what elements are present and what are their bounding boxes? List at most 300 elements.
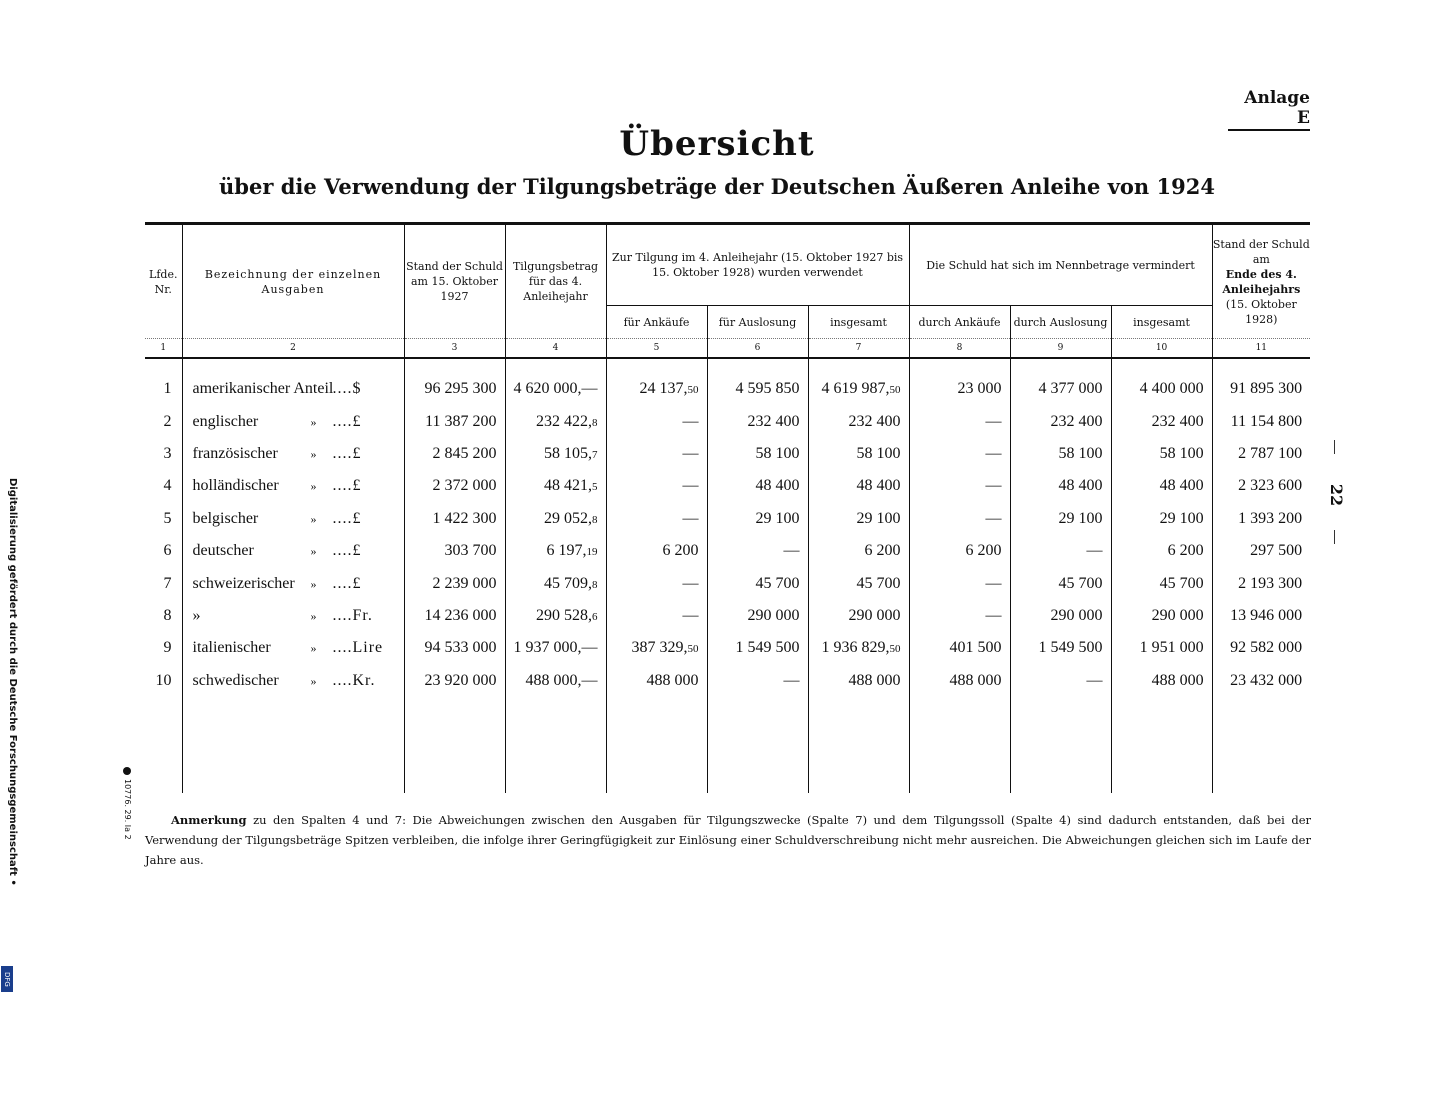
cell-durch-ankaeufe bbox=[909, 567, 1010, 599]
value: 29 052, bbox=[544, 509, 592, 527]
cell-ankaeufe bbox=[606, 405, 707, 437]
cell-nr bbox=[145, 567, 182, 599]
value: 488 000,— bbox=[525, 671, 598, 689]
value: 1 936 829, bbox=[821, 639, 890, 657]
currency-label: ....£ bbox=[332, 574, 362, 592]
digitization-credit: Digitalisierung gefördert durch die Deutsche Forschungsgemeinschaft • bbox=[7, 478, 18, 886]
value: 6 200 bbox=[864, 542, 901, 560]
cell-stand-1927 bbox=[404, 405, 505, 437]
cell-description bbox=[182, 358, 404, 405]
cell-insgesamt-2 bbox=[1111, 632, 1212, 664]
value: — bbox=[1086, 671, 1103, 689]
ditto-mark: » bbox=[310, 641, 317, 656]
cell-insgesamt-2 bbox=[1111, 470, 1212, 502]
row-number: 3 bbox=[163, 444, 172, 462]
table-row bbox=[145, 665, 1310, 697]
fraction: 6 bbox=[592, 610, 598, 623]
value: 1 549 500 bbox=[1038, 639, 1103, 657]
value: — bbox=[783, 542, 800, 560]
cell-durch-auslosung bbox=[1010, 632, 1111, 664]
cell-nr bbox=[145, 358, 182, 405]
cell-auslosung bbox=[707, 567, 808, 599]
cell-durch-ankaeufe bbox=[909, 470, 1010, 502]
cell-ankaeufe bbox=[606, 567, 707, 599]
value: 387 329, bbox=[631, 639, 688, 657]
cell-durch-auslosung bbox=[1010, 665, 1111, 697]
page-title: Übersicht bbox=[619, 124, 815, 164]
cell-ankaeufe bbox=[606, 665, 707, 697]
cell-description bbox=[182, 600, 404, 632]
ditto-mark: » bbox=[310, 544, 317, 559]
issue-name: deutscher bbox=[192, 542, 254, 560]
value: 290 528, bbox=[536, 606, 592, 624]
cell-durch-ankaeufe bbox=[909, 535, 1010, 567]
value: 290 000 bbox=[747, 606, 800, 624]
cell-description bbox=[182, 632, 404, 664]
cell-auslosung bbox=[707, 470, 808, 502]
cell-stand-1928 bbox=[1212, 567, 1310, 599]
fraction: 8 bbox=[592, 513, 598, 526]
value: 45 700 bbox=[856, 574, 901, 592]
value: 13 946 000 bbox=[1230, 606, 1303, 624]
cell-nr bbox=[145, 535, 182, 567]
cell-tilgungsbetrag bbox=[505, 665, 606, 697]
value: 1 937 000,— bbox=[513, 639, 598, 657]
cell-nr bbox=[145, 470, 182, 502]
table-row bbox=[145, 567, 1310, 599]
cell-nr bbox=[145, 600, 182, 632]
value: 24 137, bbox=[639, 380, 688, 398]
cell-nr bbox=[145, 438, 182, 470]
fraction: 50 bbox=[889, 643, 901, 656]
value: — bbox=[682, 444, 699, 462]
cell-stand-1928 bbox=[1212, 632, 1310, 664]
value: 2 193 300 bbox=[1238, 574, 1303, 592]
value: — bbox=[783, 671, 800, 689]
cell-ankaeufe bbox=[606, 438, 707, 470]
ditto-mark: » bbox=[310, 673, 317, 688]
cell-tilgungsbetrag bbox=[505, 405, 606, 437]
value: 58 100 bbox=[856, 444, 901, 462]
cell-stand-1928 bbox=[1212, 503, 1310, 535]
cell-auslosung bbox=[707, 535, 808, 567]
fraction: 50 bbox=[687, 643, 699, 656]
value: 6 200 bbox=[662, 542, 699, 560]
value: 4 400 000 bbox=[1139, 380, 1204, 398]
column-number: 4 bbox=[505, 339, 606, 359]
row-number: 7 bbox=[163, 574, 172, 592]
value: 297 500 bbox=[1250, 542, 1303, 560]
header-verwendet-group: Zur Tilgung im 4. Anleihejahr (15. Oktober 1927 bis 15. Oktober 1928) wurden verwendet bbox=[606, 224, 909, 306]
value: 58 100 bbox=[755, 444, 800, 462]
cell-insgesamt bbox=[808, 358, 909, 405]
value: 401 500 bbox=[949, 639, 1002, 657]
cell-nr bbox=[145, 632, 182, 664]
value: 6 197, bbox=[546, 542, 587, 560]
issue-name: französischer bbox=[192, 444, 278, 462]
cell-auslosung bbox=[707, 632, 808, 664]
header-tilgungsbetrag: Tilgungsbetrag für das 4. Anleihejahr bbox=[505, 224, 606, 339]
cell-ankaeufe bbox=[606, 535, 707, 567]
cell-auslosung bbox=[707, 600, 808, 632]
value: 4 619 987, bbox=[821, 380, 890, 398]
value: 45 700 bbox=[1058, 574, 1103, 592]
blank-cell bbox=[1111, 697, 1212, 793]
header-durch-ankaeufe: durch Ankäufe bbox=[909, 306, 1010, 339]
value: 45 700 bbox=[755, 574, 800, 592]
table-row bbox=[145, 600, 1310, 632]
blank-cell bbox=[909, 697, 1010, 793]
row-number: 2 bbox=[163, 412, 172, 430]
cell-insgesamt-2 bbox=[1111, 665, 1212, 697]
table-row bbox=[145, 405, 1310, 437]
cell-nr bbox=[145, 665, 182, 697]
cell-durch-ankaeufe bbox=[909, 665, 1010, 697]
cell-durch-auslosung bbox=[1010, 600, 1111, 632]
cell-description bbox=[182, 567, 404, 599]
cell-auslosung bbox=[707, 438, 808, 470]
value: 2 372 000 bbox=[432, 477, 497, 495]
row-number: 9 bbox=[163, 639, 172, 657]
currency-label: ....£ bbox=[332, 412, 362, 430]
value: 488 000 bbox=[646, 671, 699, 689]
fraction: 5 bbox=[592, 481, 598, 494]
value: 232 400 bbox=[747, 412, 800, 430]
row-number: 6 bbox=[163, 542, 172, 560]
blank-cell bbox=[1010, 697, 1111, 793]
cell-tilgungsbetrag bbox=[505, 600, 606, 632]
cell-durch-auslosung bbox=[1010, 503, 1111, 535]
cell-tilgungsbetrag bbox=[505, 503, 606, 535]
value: 29 100 bbox=[1058, 509, 1103, 527]
column-number: 8 bbox=[909, 339, 1010, 359]
value: 48 400 bbox=[755, 477, 800, 495]
cell-description bbox=[182, 503, 404, 535]
margin-tick bbox=[1334, 440, 1335, 454]
cell-durch-auslosung bbox=[1010, 535, 1111, 567]
header-stand-1927: Stand der Schuld am 15. Oktober 1927 bbox=[404, 224, 505, 339]
cell-stand-1927 bbox=[404, 632, 505, 664]
value: 23 432 000 bbox=[1230, 671, 1303, 689]
table-row bbox=[145, 438, 1310, 470]
cell-nr bbox=[145, 503, 182, 535]
cell-insgesamt bbox=[808, 600, 909, 632]
ditto-mark: » bbox=[310, 414, 317, 429]
column-number: 11 bbox=[1212, 339, 1310, 359]
cell-ankaeufe bbox=[606, 358, 707, 405]
value: 6 200 bbox=[965, 542, 1002, 560]
cell-insgesamt bbox=[808, 470, 909, 502]
cell-durch-auslosung bbox=[1010, 470, 1111, 502]
value: 4 595 850 bbox=[735, 380, 800, 398]
value: 58 100 bbox=[1058, 444, 1103, 462]
value: 2 323 600 bbox=[1238, 477, 1303, 495]
value: 232 400 bbox=[1050, 412, 1103, 430]
value: 29 100 bbox=[856, 509, 901, 527]
margin-tick bbox=[1334, 530, 1335, 544]
value: 23 920 000 bbox=[424, 671, 497, 689]
value: 1 549 500 bbox=[735, 639, 800, 657]
cell-auslosung bbox=[707, 405, 808, 437]
cell-stand-1927 bbox=[404, 665, 505, 697]
value: 14 236 000 bbox=[424, 606, 497, 624]
value: 29 100 bbox=[1159, 509, 1204, 527]
issue-name: amerikanischer Anteil bbox=[192, 380, 334, 398]
value: — bbox=[682, 477, 699, 495]
cell-stand-1928 bbox=[1212, 405, 1310, 437]
cell-stand-1928 bbox=[1212, 438, 1310, 470]
page-subtitle: über die Verwendung der Tilgungsbeträge der Deutschen Äußeren Anleihe von 1924 bbox=[219, 174, 1215, 199]
cell-description bbox=[182, 470, 404, 502]
cell-stand-1927 bbox=[404, 535, 505, 567]
table-row bbox=[145, 535, 1310, 567]
column-number: 1 bbox=[145, 339, 182, 359]
header-auslosung: für Auslosung bbox=[707, 306, 808, 339]
value: 48 421, bbox=[544, 477, 592, 495]
value: 11 154 800 bbox=[1230, 412, 1303, 430]
value: — bbox=[682, 574, 699, 592]
cell-durch-ankaeufe bbox=[909, 600, 1010, 632]
column-number: 5 bbox=[606, 339, 707, 359]
value: 29 100 bbox=[755, 509, 800, 527]
cell-insgesamt-2 bbox=[1111, 567, 1212, 599]
cell-stand-1927 bbox=[404, 358, 505, 405]
value: 2 239 000 bbox=[432, 574, 497, 592]
cell-insgesamt-2 bbox=[1111, 358, 1212, 405]
cell-insgesamt bbox=[808, 503, 909, 535]
value: — bbox=[682, 412, 699, 430]
table-row bbox=[145, 632, 1310, 664]
issue-name: schwedischer bbox=[192, 671, 279, 689]
cell-stand-1927 bbox=[404, 470, 505, 502]
cell-ankaeufe bbox=[606, 503, 707, 535]
value: — bbox=[985, 477, 1002, 495]
cell-stand-1927 bbox=[404, 567, 505, 599]
cell-ankaeufe bbox=[606, 600, 707, 632]
redemption-table bbox=[145, 222, 1310, 793]
value: 11 387 200 bbox=[425, 412, 497, 430]
value: 92 582 000 bbox=[1230, 639, 1303, 657]
header-bezeichnung: Bezeichnung der einzelnen Ausgaben bbox=[182, 224, 404, 339]
cell-description bbox=[182, 665, 404, 697]
value: — bbox=[985, 412, 1002, 430]
header-stand-1928: Stand der Schuld am Ende des 4. Anleihejahrs (15. Oktober 1928) bbox=[1212, 224, 1310, 339]
value: — bbox=[682, 606, 699, 624]
value: 488 000 bbox=[949, 671, 1002, 689]
currency-label: ....$ bbox=[332, 380, 362, 398]
column-number: 2 bbox=[182, 339, 404, 359]
blank-cell bbox=[145, 697, 182, 793]
table-row bbox=[145, 503, 1310, 535]
cell-ankaeufe bbox=[606, 632, 707, 664]
cell-ankaeufe bbox=[606, 470, 707, 502]
cell-insgesamt bbox=[808, 535, 909, 567]
cell-insgesamt-2 bbox=[1111, 535, 1212, 567]
blank-cell bbox=[808, 697, 909, 793]
issue-name: englischer bbox=[192, 412, 259, 430]
column-number: 3 bbox=[404, 339, 505, 359]
blank-cell bbox=[182, 697, 404, 793]
blank-cell bbox=[606, 697, 707, 793]
cell-auslosung bbox=[707, 665, 808, 697]
cell-stand-1927 bbox=[404, 503, 505, 535]
cell-insgesamt bbox=[808, 632, 909, 664]
blank-cell bbox=[707, 697, 808, 793]
cell-durch-ankaeufe bbox=[909, 438, 1010, 470]
cell-stand-1927 bbox=[404, 438, 505, 470]
value: 4 620 000,— bbox=[513, 380, 598, 398]
currency-label: ....£ bbox=[332, 477, 362, 495]
value: 23 000 bbox=[957, 380, 1002, 398]
row-number: 1 bbox=[163, 380, 172, 398]
header-insgesamt-2: insgesamt bbox=[1111, 306, 1212, 339]
value: 2 787 100 bbox=[1238, 444, 1303, 462]
cell-insgesamt-2 bbox=[1111, 405, 1212, 437]
cell-tilgungsbetrag bbox=[505, 632, 606, 664]
blank-cell bbox=[505, 697, 606, 793]
value: 1 393 200 bbox=[1238, 509, 1303, 527]
value: — bbox=[985, 606, 1002, 624]
cell-durch-ankaeufe bbox=[909, 358, 1010, 405]
currency-label: ....Kr. bbox=[332, 671, 376, 689]
ditto-mark: » bbox=[310, 511, 317, 526]
value: — bbox=[985, 574, 1002, 592]
cell-durch-auslosung bbox=[1010, 405, 1111, 437]
value: 303 700 bbox=[444, 542, 497, 560]
ditto-mark: » bbox=[310, 446, 317, 461]
fraction: 50 bbox=[889, 384, 901, 397]
value: 6 200 bbox=[1167, 542, 1204, 560]
page-number: 22 bbox=[1327, 483, 1347, 507]
table-blank-row bbox=[145, 697, 1310, 793]
value: — bbox=[1086, 542, 1103, 560]
issue-name: belgischer bbox=[192, 509, 259, 527]
row-number: 10 bbox=[155, 671, 172, 689]
fraction: 8 bbox=[592, 416, 598, 429]
issue-name: » bbox=[192, 606, 201, 624]
header-lfd: Lfde. Nr. bbox=[145, 224, 182, 339]
cell-durch-auslosung bbox=[1010, 358, 1111, 405]
row-number: 8 bbox=[163, 606, 172, 624]
value: 4 377 000 bbox=[1038, 380, 1103, 398]
column-number: 6 bbox=[707, 339, 808, 359]
fraction: 8 bbox=[592, 578, 598, 591]
value: 232 400 bbox=[848, 412, 901, 430]
issue-name: italienischer bbox=[192, 639, 271, 657]
column-number: 7 bbox=[808, 339, 909, 359]
cell-insgesamt bbox=[808, 567, 909, 599]
cell-stand-1928 bbox=[1212, 535, 1310, 567]
cell-tilgungsbetrag bbox=[505, 438, 606, 470]
header-vermindert-group: Die Schuld hat sich im Nennbetrage vermindert bbox=[909, 224, 1212, 306]
ditto-mark: » bbox=[310, 608, 317, 623]
annex-label: Anlage E bbox=[1228, 88, 1310, 131]
row-number: 4 bbox=[163, 477, 172, 495]
column-number: 9 bbox=[1010, 339, 1111, 359]
value: — bbox=[682, 509, 699, 527]
value: 48 400 bbox=[1159, 477, 1204, 495]
value: — bbox=[985, 444, 1002, 462]
value: 94 533 000 bbox=[424, 639, 497, 657]
cell-durch-ankaeufe bbox=[909, 632, 1010, 664]
value: 290 000 bbox=[1151, 606, 1204, 624]
cell-stand-1928 bbox=[1212, 358, 1310, 405]
value: 45 709, bbox=[544, 574, 592, 592]
row-number: 5 bbox=[163, 509, 172, 527]
cell-insgesamt-2 bbox=[1111, 503, 1212, 535]
cell-insgesamt bbox=[808, 438, 909, 470]
blank-cell bbox=[404, 697, 505, 793]
value: 58 105, bbox=[544, 444, 592, 462]
currency-label: ....Fr. bbox=[332, 606, 373, 624]
cell-insgesamt-2 bbox=[1111, 600, 1212, 632]
cell-description bbox=[182, 535, 404, 567]
header-durch-auslosung: durch Auslosung bbox=[1010, 306, 1111, 339]
value: 290 000 bbox=[848, 606, 901, 624]
ditto-mark: » bbox=[310, 479, 317, 494]
cell-auslosung bbox=[707, 358, 808, 405]
fraction: 7 bbox=[592, 448, 598, 461]
print-dot-icon bbox=[124, 767, 132, 775]
ditto-mark: » bbox=[310, 576, 317, 591]
currency-label: ....£ bbox=[332, 509, 362, 527]
cell-auslosung bbox=[707, 503, 808, 535]
table-body bbox=[145, 358, 1310, 793]
value: 488 000 bbox=[1151, 671, 1204, 689]
value: 2 845 200 bbox=[432, 444, 497, 462]
cell-durch-ankaeufe bbox=[909, 503, 1010, 535]
cell-stand-1928 bbox=[1212, 665, 1310, 697]
table-row bbox=[145, 358, 1310, 405]
cell-tilgungsbetrag bbox=[505, 358, 606, 405]
dfg-logo: DFG bbox=[1, 966, 13, 992]
table-row bbox=[145, 470, 1310, 502]
value: 1 422 300 bbox=[432, 509, 497, 527]
cell-durch-auslosung bbox=[1010, 438, 1111, 470]
cell-stand-1928 bbox=[1212, 470, 1310, 502]
value: 232 400 bbox=[1151, 412, 1204, 430]
currency-label: ....Lire bbox=[332, 639, 384, 657]
cell-tilgungsbetrag bbox=[505, 567, 606, 599]
cell-stand-1927 bbox=[404, 600, 505, 632]
value: 232 422, bbox=[536, 412, 592, 430]
cell-durch-auslosung bbox=[1010, 567, 1111, 599]
column-number: 10 bbox=[1111, 339, 1212, 359]
value: 48 400 bbox=[1058, 477, 1103, 495]
cell-insgesamt-2 bbox=[1111, 438, 1212, 470]
currency-label: ....£ bbox=[332, 542, 362, 560]
header-ankaeufe: für Ankäufe bbox=[606, 306, 707, 339]
cell-description bbox=[182, 438, 404, 470]
issue-name: schweizerischer bbox=[192, 574, 295, 592]
footnote: Anmerkung zu den Spalten 4 und 7: Die Abweichungen zwischen den Ausgaben für Tilgungszwecke (Spalte 7) und dem Tilgungssoll (Spalte 4) sind dadurch entstanden, daß bei der Verwendung der Tilgungsbeträge Spitzen verbleiben, die infolge ihrer Geringfügigkeit zur Einlösung einer Schuldverschreibung nicht mehr ausreichen. Die Abweichungen gleichen sich im Laufe der Jahre aus. bbox=[145, 813, 1311, 867]
cell-description bbox=[182, 405, 404, 437]
value: 488 000 bbox=[848, 671, 901, 689]
value: 1 951 000 bbox=[1139, 639, 1204, 657]
value: 48 400 bbox=[856, 477, 901, 495]
print-mark: 10776. 29. Ia 2 bbox=[118, 767, 132, 897]
value: 290 000 bbox=[1050, 606, 1103, 624]
value: 58 100 bbox=[1159, 444, 1204, 462]
cell-tilgungsbetrag bbox=[505, 535, 606, 567]
cell-insgesamt bbox=[808, 405, 909, 437]
cell-tilgungsbetrag bbox=[505, 470, 606, 502]
value: 96 295 300 bbox=[424, 380, 497, 398]
value: — bbox=[985, 509, 1002, 527]
cell-stand-1928 bbox=[1212, 600, 1310, 632]
value: 45 700 bbox=[1159, 574, 1204, 592]
header-insgesamt: insgesamt bbox=[808, 306, 909, 339]
